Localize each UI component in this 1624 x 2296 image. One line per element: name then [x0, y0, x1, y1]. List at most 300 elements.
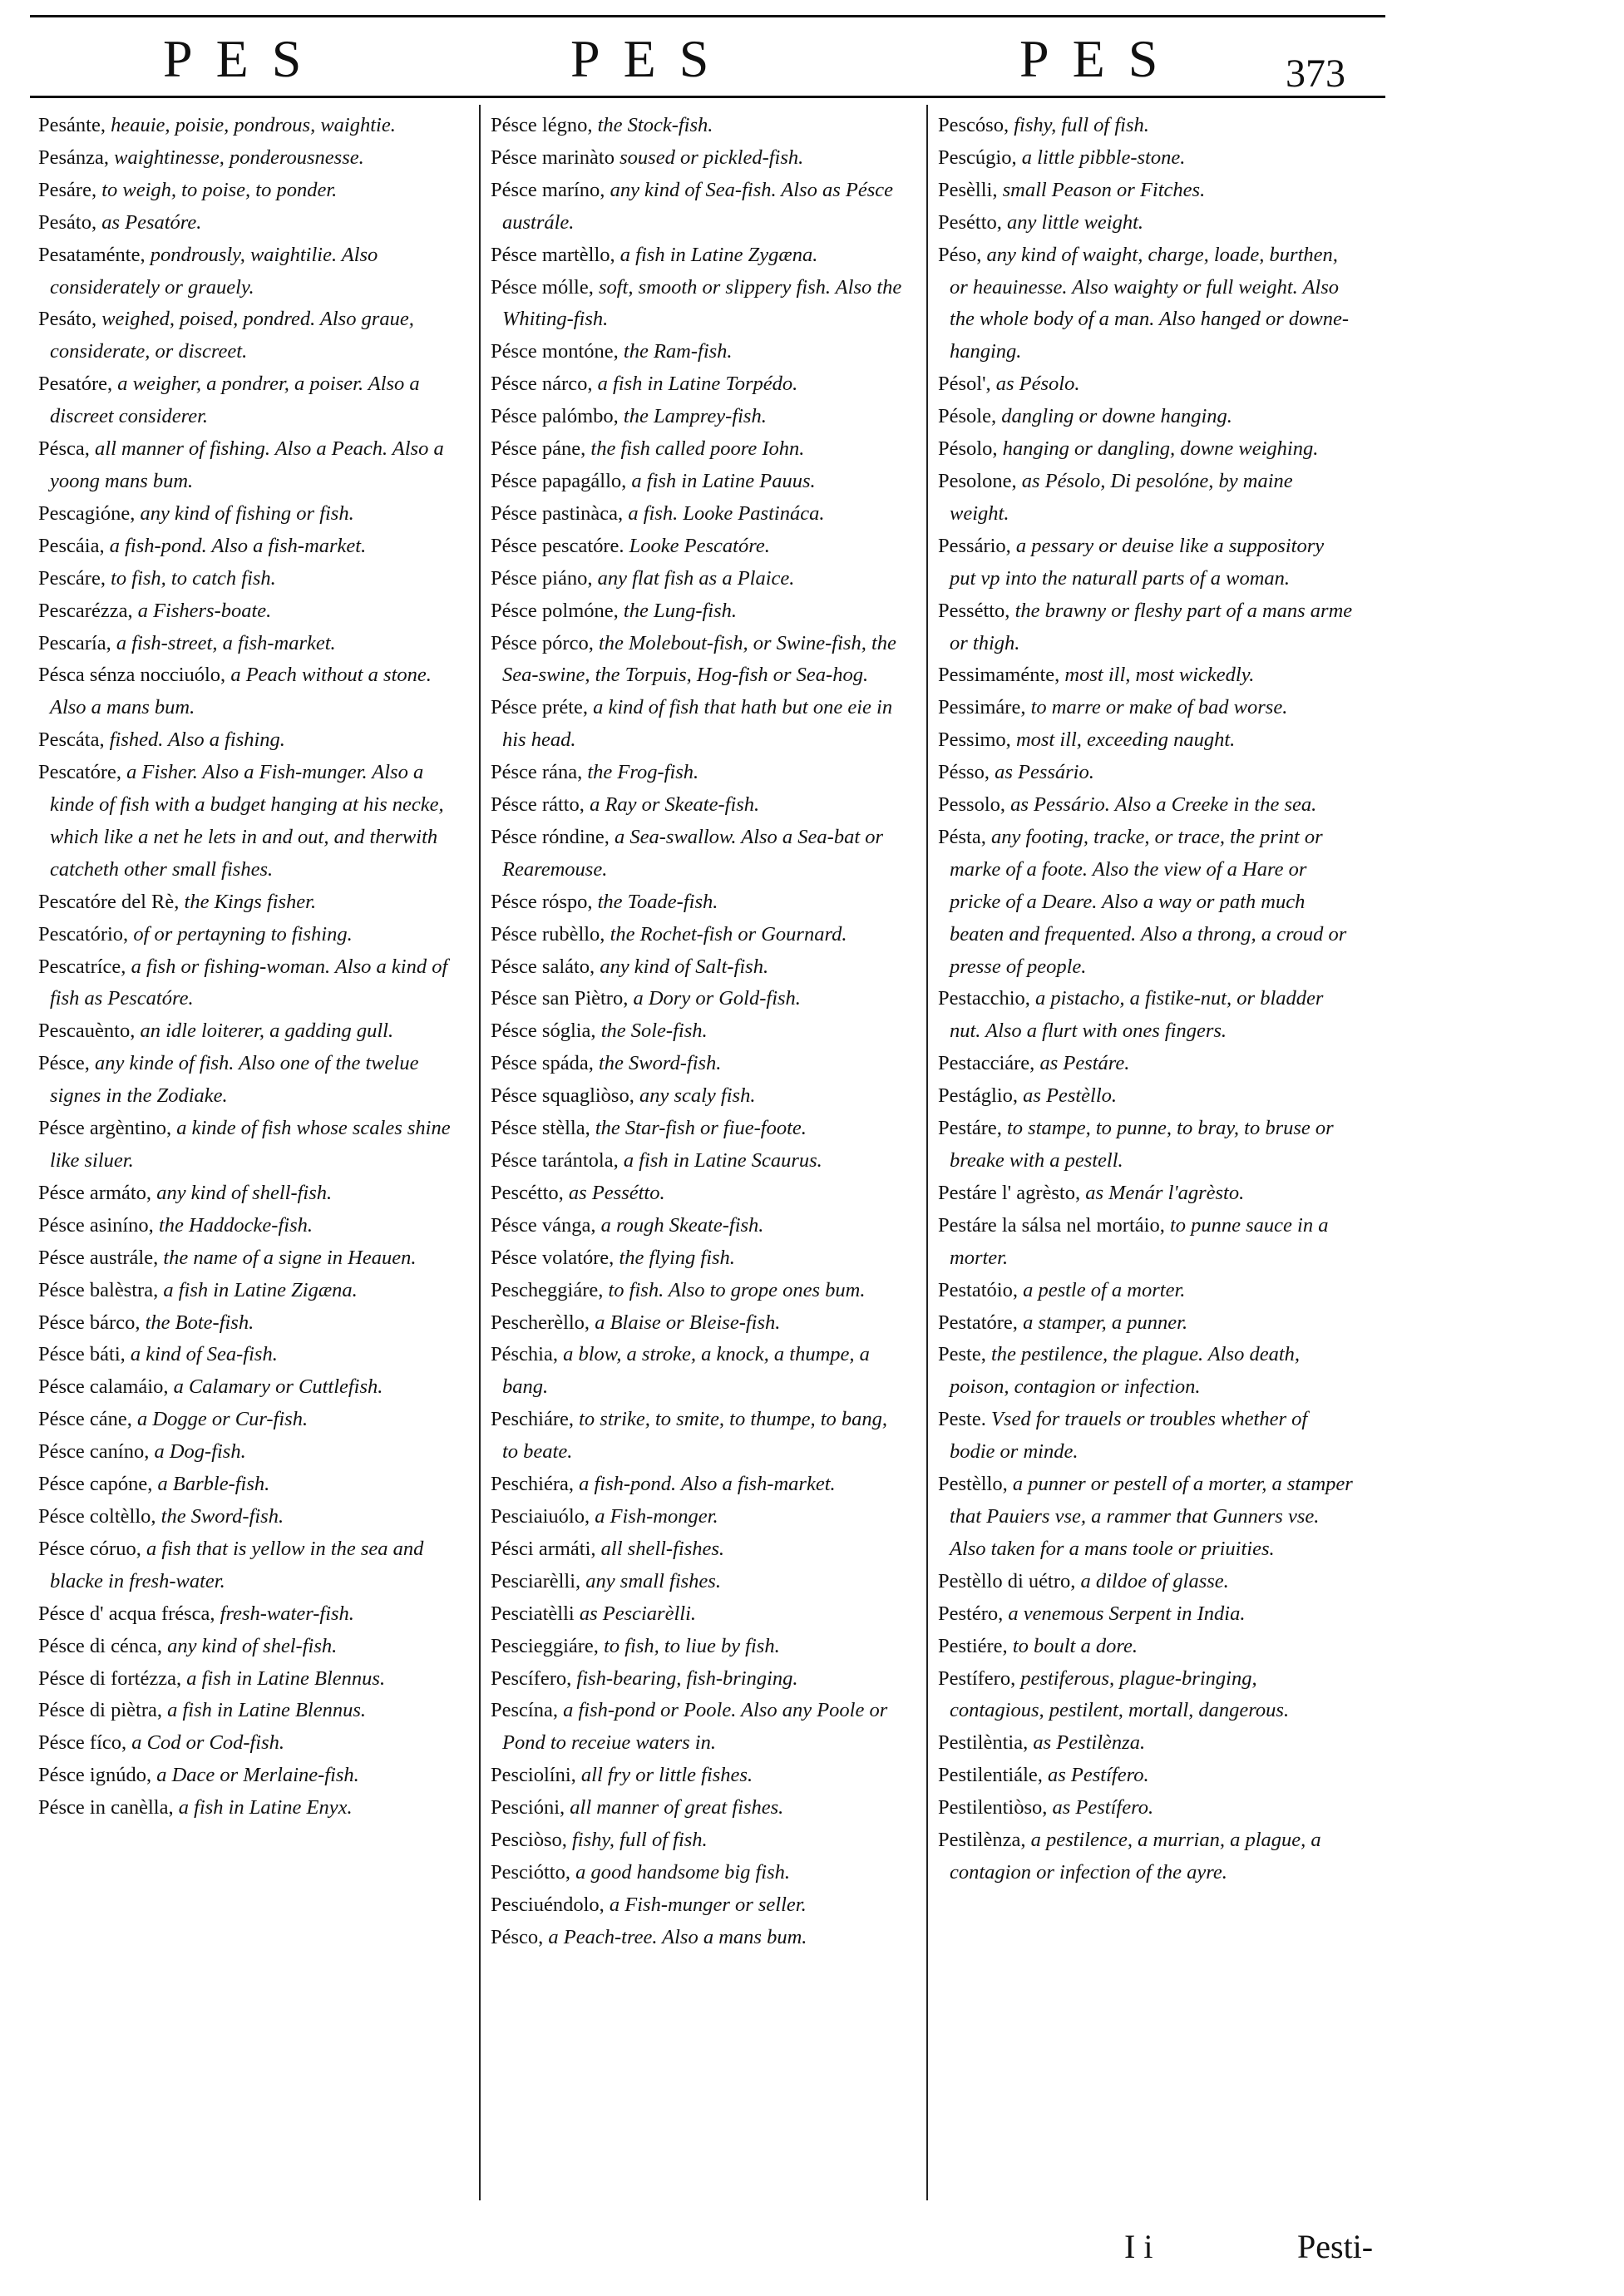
entry-definition: all shell-fishes. — [600, 1537, 725, 1560]
entry-definition: a good handsome big fish. — [575, 1860, 791, 1884]
dictionary-entry — [938, 1760, 1354, 1792]
entry-headword: Pescína, — [491, 1699, 558, 1722]
entry-headword: Pesèlli, — [938, 178, 998, 201]
dictionary-entry — [491, 1275, 906, 1307]
entry-definition: any kind of fishing or fish. — [140, 501, 354, 525]
entry-definition: any kind of Salt-fish. — [600, 955, 769, 978]
entry-definition: a pistacho, a fistike-nut, or bladder nut. Also a flurt with ones fingers. — [950, 987, 1324, 1043]
dictionary-entry — [938, 822, 1354, 984]
dictionary-entry — [38, 1501, 454, 1533]
entry-headword: Pescóso, — [938, 114, 1009, 136]
entry-headword: Pésce préte, — [491, 696, 588, 719]
dictionary-entry — [38, 659, 454, 724]
entry-headword: Péschia, — [491, 1343, 558, 1366]
entry-definition: a rough Skeate-fish. — [600, 1213, 764, 1237]
entry-definition: Vsed for trauels or troubles whether of bodie or minde. — [950, 1408, 1308, 1464]
dictionary-entry — [38, 304, 454, 368]
entry-headword: Pestéro, — [938, 1602, 1004, 1625]
entry-definition: a venemous Serpent in India. — [1008, 1602, 1246, 1625]
dictionary-entry — [38, 1631, 454, 1663]
entry-definition: a Dogge or Cur-fish. — [137, 1408, 309, 1431]
dictionary-entry — [491, 1631, 906, 1663]
entry-headword: Pescagióne, — [38, 501, 136, 525]
entry-definition: the pestilence, the plague. Also death, poison, contagion or infection. — [950, 1343, 1301, 1399]
dictionary-entry — [38, 1469, 454, 1501]
entry-definition: a Dory or Gold-fish. — [633, 987, 801, 1010]
entry-headword: Pésce di fortézza, — [38, 1666, 182, 1690]
entry-definition: the Bote-fish. — [145, 1311, 254, 1334]
dictionary-entry — [491, 336, 906, 368]
entry-headword: Pescatríce, — [38, 955, 126, 978]
entry-definition: a blow, a stroke, a knock, a thumpe, a bang. — [502, 1343, 870, 1399]
entry-definition: an idle loiterer, a gadding gull. — [140, 1020, 394, 1043]
dictionary-entry — [491, 1145, 906, 1178]
entry-headword: Pésco, — [491, 1925, 544, 1948]
dictionary-entry — [491, 110, 906, 142]
entry-definition: a Dace or Merlaine-fish. — [156, 1764, 359, 1787]
entry-headword: Pésce saláto, — [491, 955, 595, 978]
dictionary-entry — [38, 1760, 454, 1792]
entry-headword: Pescarézza, — [38, 599, 133, 622]
entry-headword: Pestèllo di uétro, — [938, 1569, 1076, 1592]
entry-headword: Pestacciáre, — [938, 1052, 1035, 1075]
dictionary-entry — [38, 757, 454, 886]
entry-headword: Peschiéra, — [491, 1473, 574, 1496]
entry-definition: to stampe, to punne, to bray, to bruse or breake with a pestell. — [950, 1117, 1334, 1172]
entry-definition: to punne sauce in a morter. — [950, 1213, 1329, 1269]
entry-definition: a fish-street, a fish-market. — [116, 631, 336, 654]
dictionary-entry — [38, 1113, 454, 1178]
dictionary-entry — [938, 207, 1354, 239]
dictionary-entry — [491, 1210, 906, 1242]
entry-definition: a Dog-fish. — [154, 1440, 246, 1464]
entry-headword: Pescáre, — [38, 566, 106, 590]
entry-definition: to strike, to smite, to thumpe, to bang, to beate. — [502, 1408, 887, 1464]
entry-definition: any footing, tracke, or trace, the print or marke of a foote. Also the view of a Hare or pricke of a Deare. Also a way or path much beaten and frequented. Also a throng, a croud or presse of people. — [950, 825, 1347, 978]
dictionary-entry — [938, 110, 1354, 142]
entry-definition: fished. Also a fishing. — [109, 728, 285, 752]
dictionary-entry — [938, 531, 1354, 595]
entry-definition: pestiferous, plague-bringing, contagious, pestilent, mortall, dangerous. — [950, 1666, 1290, 1722]
entry-headword: Pésce volatóre, — [491, 1246, 615, 1269]
catchword: Pesti- — [1297, 2228, 1374, 2265]
dictionary-entry — [38, 1436, 454, 1469]
entry-headword: Pésce capóne, — [38, 1473, 153, 1496]
entry-headword: Pessário, — [938, 534, 1011, 557]
entry-headword: Pessétto, — [938, 599, 1010, 622]
entry-headword: Peste. — [938, 1408, 986, 1431]
entry-definition: to weigh, to poise, to ponder. — [101, 178, 338, 201]
entry-headword: Pésce papagállo, — [491, 469, 627, 492]
entry-headword: Pésca sénza nocciuólo, — [38, 664, 226, 687]
dictionary-entry — [491, 1048, 906, 1080]
dictionary-entry — [938, 1275, 1354, 1307]
entry-definition: as Pestífero. — [1052, 1796, 1154, 1820]
entry-definition: as Pestáre. — [1039, 1052, 1130, 1075]
entry-headword: Pescatóre del Rè, — [38, 890, 180, 913]
dictionary-entry — [938, 724, 1354, 757]
entry-headword: Pesciaiuólo, — [491, 1504, 590, 1528]
entry-definition: weighed, poised, pondred. Also graue, considerate, or discreet. — [50, 308, 414, 363]
entry-definition: as Pesciarèlli. — [579, 1602, 696, 1625]
entry-headword: Pésce légno, — [491, 114, 593, 136]
entry-definition: as Menár l'agrèsto. — [1085, 1181, 1245, 1204]
entry-headword: Pésce marinàto — [491, 146, 615, 169]
entry-definition: the Frog-fish. — [587, 761, 699, 784]
entry-definition: a fish in Latine Zygæna. — [619, 243, 818, 266]
dictionary-entry — [491, 595, 906, 628]
entry-definition: any kinde of fish. Also one of the twelue signes in the Zodiake. — [50, 1052, 419, 1108]
entry-definition: all fry or little fishes. — [580, 1764, 753, 1787]
entry-definition: the Star-fish or fiue-foote. — [595, 1117, 807, 1140]
entry-definition: a Sea-swallow. Also a Sea-bat or Rearemouse. — [502, 825, 884, 881]
dictionary-entry — [38, 175, 454, 207]
entry-definition: a pestilence, a murrian, a plague, a contagion or infection of the ayre. — [950, 1829, 1321, 1884]
entry-definition: a stamper, a punner. — [1023, 1311, 1188, 1334]
dictionary-entry — [38, 1242, 454, 1275]
entry-headword: Pésce róspo, — [491, 890, 593, 913]
dictionary-entry — [38, 1663, 454, 1696]
dictionary-entry — [38, 1533, 454, 1598]
entry-headword: Pésce di cénca, — [38, 1634, 162, 1657]
dictionary-entry — [38, 1015, 454, 1048]
entry-definition: as Pestilènza. — [1033, 1731, 1146, 1755]
dictionary-entry — [938, 433, 1354, 466]
entry-headword: Pessimaménte, — [938, 664, 1060, 687]
entry-definition: a Ray or Skeate-fish. — [590, 793, 760, 817]
entry-headword: Pestáre la sálsa nel mortáio, — [938, 1213, 1165, 1237]
header-title-left: PES — [163, 29, 325, 88]
entry-definition: a fish or fishing-woman. Also a kind of fish as Pescatóre. — [50, 955, 448, 1010]
dictionary-entry — [38, 563, 454, 595]
entry-headword: Pestífero, — [938, 1666, 1016, 1690]
entry-definition: as Pésolo, Di pesolóne, by maine weight. — [950, 469, 1293, 525]
entry-definition: the Sole-fish. — [600, 1020, 708, 1043]
entry-headword: Pesciolíni, — [491, 1764, 576, 1787]
entry-headword: Pésce nárco, — [491, 373, 593, 396]
dictionary-entry — [38, 1727, 454, 1760]
entry-headword: Pésce palómbo, — [491, 405, 619, 428]
dictionary-entry — [491, 1566, 906, 1598]
entry-headword: Péso, — [938, 243, 982, 266]
dictionary-entry — [491, 692, 906, 757]
entry-definition: fishy, full of fish. — [572, 1829, 708, 1852]
dictionary-entry — [38, 1307, 454, 1340]
header-title-center: PES — [570, 29, 733, 88]
entry-headword: Pésce calamáio, — [38, 1375, 169, 1399]
entry-definition: to boult a dore. — [1012, 1634, 1138, 1657]
column-middle — [491, 110, 906, 2205]
entry-headword: Pésce páne, — [491, 437, 586, 461]
dictionary-entry — [491, 1792, 906, 1824]
column-left — [38, 110, 454, 2205]
entry-definition: the Sword-fish. — [160, 1504, 284, 1528]
entry-headword: Pesáto, — [38, 210, 97, 234]
entry-headword: Pésce báti, — [38, 1343, 126, 1366]
entry-definition: all manner of fishing. Also a Peach. Also a yoong mans bum. — [50, 437, 444, 492]
dictionary-entry — [491, 757, 906, 789]
dictionary-entry — [938, 1631, 1354, 1663]
entry-definition: the brawny or fleshy part of a mans arme or thigh. — [950, 599, 1353, 654]
dictionary-entry — [38, 1275, 454, 1307]
entry-definition: the Lamprey-fish. — [623, 405, 767, 428]
entry-headword: Pesánte, — [38, 114, 106, 136]
dictionary-entry — [938, 1048, 1354, 1080]
dictionary-entry — [491, 531, 906, 563]
entry-definition: any kind of Sea-fish. Also as Pésce austrále. — [502, 178, 894, 234]
entry-headword: Pésce pórco, — [491, 631, 594, 654]
dictionary-entry — [38, 1792, 454, 1824]
dictionary-entry — [491, 1339, 906, 1404]
entry-definition: a punner or pestell of a morter, a stamper that Pauiers vse, a rammer that Gunners vse. Also taken for a mans toole or priuities. — [950, 1473, 1353, 1560]
entry-headword: Pessolo, — [938, 793, 1006, 817]
dictionary-entry — [38, 886, 454, 919]
dictionary-entry — [38, 919, 454, 951]
column-right — [938, 110, 1354, 2205]
entry-definition: a kind of fish that hath but one eie in his head. — [502, 696, 893, 752]
entry-headword: Pésce polmóne, — [491, 599, 619, 622]
dictionary-entry — [938, 1210, 1354, 1275]
dictionary-entry — [491, 142, 906, 175]
entry-headword: Pésce rátto, — [491, 793, 585, 817]
entry-headword: Pésce vánga, — [491, 1213, 596, 1237]
dictionary-entry — [38, 142, 454, 175]
entry-headword: Pescáia, — [38, 534, 105, 557]
entry-definition: the Lung-fish. — [623, 599, 738, 622]
entry-headword: Pesáre, — [38, 178, 97, 201]
entry-headword: Pésso, — [938, 761, 990, 784]
signature-mark: I i — [1124, 2228, 1153, 2265]
entry-headword: Pescatóre, — [38, 761, 121, 784]
entry-definition: a fish in Latine Torpédo. — [597, 373, 798, 396]
entry-headword: Pescauènto, — [38, 1020, 136, 1043]
dictionary-entry — [938, 659, 1354, 692]
entry-definition: as Pésolo. — [995, 373, 1080, 396]
entry-definition: a fish in Latine Blennus. — [186, 1666, 386, 1690]
entry-definition: a Peach without a stone. Also a mans bum. — [50, 664, 432, 719]
entry-headword: Pesatóre, — [38, 373, 113, 396]
dictionary-entry — [491, 563, 906, 595]
entry-definition: the Haddocke-fish. — [158, 1213, 313, 1237]
entry-headword: Pessimo, — [938, 728, 1011, 752]
entry-headword: Pestiére, — [938, 1634, 1008, 1657]
dictionary-entry — [38, 368, 454, 433]
entry-headword: Pestatóre, — [938, 1311, 1018, 1334]
entry-headword: Pésce rána, — [491, 761, 583, 784]
entry-headword: Pésce austrále, — [38, 1246, 159, 1269]
entry-headword: Pésce spáda, — [491, 1052, 594, 1075]
entry-headword: Peste, — [938, 1343, 986, 1366]
entry-headword: Pésce córuo, — [38, 1537, 141, 1560]
entry-headword: Pésce caníno, — [38, 1440, 150, 1464]
dictionary-entry — [38, 1178, 454, 1210]
dictionary-entry — [491, 1080, 906, 1113]
dictionary-entry — [491, 1404, 906, 1469]
dictionary-entry — [491, 1015, 906, 1048]
entry-definition: of or pertayning to fishing. — [133, 922, 353, 946]
entry-headword: Pésce piáno, — [491, 566, 593, 590]
column-divider — [926, 105, 928, 2200]
dictionary-entry — [491, 1824, 906, 1857]
dictionary-entry — [38, 595, 454, 628]
entry-headword: Pésci armáti, — [491, 1537, 596, 1560]
entry-headword: Pescióni, — [491, 1796, 565, 1820]
entry-definition: to fish. Also to grope ones bum. — [608, 1278, 866, 1301]
entry-headword: Pescáta, — [38, 728, 105, 752]
entry-definition: hanging or dangling, downe weighing. — [1002, 437, 1319, 461]
dictionary-entry — [38, 1048, 454, 1113]
entry-definition: a Cod or Cod-fish. — [131, 1731, 285, 1755]
entry-definition: the flying fish. — [619, 1246, 735, 1269]
dictionary-entry — [38, 951, 454, 1016]
entry-definition: any kind of shell-fish. — [156, 1181, 333, 1204]
entry-definition: to marre or make of bad worse. — [1030, 696, 1288, 719]
entry-headword: Pestatóio, — [938, 1278, 1018, 1301]
entry-headword: Pesánza, — [38, 146, 110, 169]
entry-definition: the Toade-fish. — [597, 890, 718, 913]
entry-headword: Pésce maríno, — [491, 178, 605, 201]
dictionary-entry — [491, 1857, 906, 1889]
entry-definition: fresh-water-fish. — [220, 1602, 354, 1625]
dictionary-entry — [491, 368, 906, 401]
entry-headword: Pésce róndine, — [491, 825, 610, 848]
entry-definition: any kind of shel-fish. — [167, 1634, 338, 1657]
dictionary-entry — [938, 1404, 1354, 1469]
dictionary-entry — [38, 433, 454, 498]
dictionary-entry — [38, 1404, 454, 1436]
entry-definition: a kinde of fish whose scales shine like siluer. — [50, 1117, 451, 1172]
entry-definition: the Sword-fish. — [598, 1052, 722, 1075]
entry-headword: Pesétto, — [938, 210, 1002, 234]
dictionary-entry — [938, 595, 1354, 660]
entry-definition: a Fishers-boate. — [137, 599, 272, 622]
dictionary-entry — [938, 1080, 1354, 1113]
entry-headword: Pescherèllo, — [491, 1311, 590, 1334]
entry-definition: any kind of waight, charge, loade, burthen, or heauinesse. Also waighty or full weight. Also the whole body of a man. Also hanged or downe-hanging. — [950, 243, 1349, 363]
dictionary-entry — [491, 1695, 906, 1760]
dictionary-entry — [938, 466, 1354, 531]
dictionary-entry — [938, 1307, 1354, 1340]
entry-definition: to fish, to catch fish. — [111, 566, 276, 590]
dictionary-entry — [491, 1307, 906, 1340]
entry-definition: soused or pickled-fish. — [619, 146, 804, 169]
entry-definition: all manner of great fishes. — [570, 1796, 784, 1820]
entry-definition: Looke Pescatóre. — [629, 534, 770, 557]
entry-headword: Pésce bárco, — [38, 1311, 141, 1334]
entry-definition: a fish in Latine Scaurus. — [623, 1149, 822, 1172]
dictionary-entry — [38, 628, 454, 660]
entry-headword: Pescúgio, — [938, 146, 1017, 169]
entry-definition: fishy, full of fish. — [1014, 114, 1149, 136]
dictionary-entry — [38, 498, 454, 531]
entry-headword: Pesciótto, — [491, 1860, 570, 1884]
entry-headword: Pesciòso, — [491, 1829, 567, 1852]
dictionary-entry — [938, 1339, 1354, 1404]
running-header — [30, 15, 1385, 98]
entry-definition: a fish in Latine Pauus. — [631, 469, 816, 492]
entry-headword: Pescheggiáre, — [491, 1278, 604, 1301]
dictionary-entry — [938, 1792, 1354, 1824]
column-divider — [479, 105, 481, 2200]
entry-definition: a Fish-monger. — [595, 1504, 718, 1528]
entry-definition: a fish in Latine Zigæna. — [163, 1278, 358, 1301]
entry-definition: a Barble-fish. — [157, 1473, 270, 1496]
entry-definition: a fish-pond or Poole. Also any Poole or Pond to receiue waters in. — [502, 1699, 888, 1755]
entry-headword: Pestáre l' agrèsto, — [938, 1181, 1081, 1204]
entry-definition: the Ram-fish. — [623, 340, 733, 363]
entry-headword: Pésce di piètra, — [38, 1699, 162, 1722]
entry-definition: a fish in Latine Blennus. — [167, 1699, 366, 1722]
entry-headword: Pésca, — [38, 437, 90, 461]
dictionary-entry — [491, 1533, 906, 1566]
entry-headword: Pesataménte, — [38, 243, 146, 266]
entry-headword: Pésce pescatóre. — [491, 534, 624, 557]
entry-definition: as Pestífero. — [1048, 1764, 1149, 1787]
entry-headword: Pesciuéndolo, — [491, 1893, 605, 1916]
dictionary-entry — [491, 1663, 906, 1696]
dictionary-entry — [38, 207, 454, 239]
dictionary-entry — [38, 239, 454, 304]
entry-definition: heauie, poisie, pondrous, waightie. — [111, 114, 396, 136]
entry-definition: as Pestèllo. — [1023, 1084, 1118, 1108]
dictionary-entry — [38, 1598, 454, 1631]
entry-headword: Pésole, — [938, 405, 997, 428]
entry-definition: as Pessário. Also a Creeke in the sea. — [1010, 793, 1317, 817]
dictionary-entry — [938, 692, 1354, 724]
entry-headword: Pésce argèntino, — [38, 1117, 172, 1140]
entry-definition: most ill, exceeding naught. — [1015, 728, 1236, 752]
entry-definition: a Calamary or Cuttlefish. — [173, 1375, 383, 1399]
dictionary-entry — [491, 789, 906, 822]
entry-headword: Pésce mólle, — [491, 275, 594, 299]
dictionary-entry — [491, 1889, 906, 1922]
entry-definition: a fish-pond. Also a fish-market. — [109, 534, 367, 557]
entry-definition: the Kings fisher. — [184, 890, 317, 913]
entry-headword: Pésce d' acqua frésca, — [38, 1602, 215, 1625]
dictionary-entry — [938, 1113, 1354, 1178]
entry-headword: Pestáre, — [938, 1117, 1002, 1140]
dictionary-entry — [491, 886, 906, 919]
dictionary-entry — [491, 983, 906, 1015]
entry-definition: as Pessário. — [995, 761, 1094, 784]
entry-headword: Pescétto, — [491, 1181, 564, 1204]
entry-headword: Pésce in canèlla, — [38, 1796, 174, 1820]
dictionary-entry — [938, 368, 1354, 401]
entry-definition: the Rochet-fish or Gournard. — [610, 922, 847, 946]
entry-definition: pondrously, waightilie. Also considerately or grauely. — [50, 243, 378, 299]
dictionary-entry — [938, 983, 1354, 1048]
entry-headword: Pésce pastinàca, — [491, 501, 624, 525]
entry-headword: Pescatório, — [38, 922, 129, 946]
dictionary-entry — [491, 1501, 906, 1533]
dictionary-entry — [491, 1469, 906, 1501]
entry-definition: the Stock-fish. — [597, 114, 713, 136]
entry-definition: a pestle of a morter. — [1023, 1278, 1186, 1301]
dictionary-entry — [938, 401, 1354, 433]
entry-headword: Pesciarèlli, — [491, 1569, 581, 1592]
dictionary-entry — [491, 175, 906, 239]
entry-definition: a pessary or deuise like a suppository put vp into the naturall parts of a woman. — [950, 534, 1325, 590]
entry-definition: any flat fish as a Plaice. — [597, 566, 795, 590]
dictionary-entry — [491, 822, 906, 886]
entry-definition: as Pesatóre. — [101, 210, 202, 234]
dictionary-entry — [938, 1178, 1354, 1210]
entry-headword: Pésolo, — [938, 437, 998, 461]
dictionary-entry — [38, 1339, 454, 1371]
dictionary-entry — [938, 1469, 1354, 1566]
entry-headword: Pésta, — [938, 825, 986, 848]
entry-definition: the name of a signe in Heauen. — [163, 1246, 417, 1269]
